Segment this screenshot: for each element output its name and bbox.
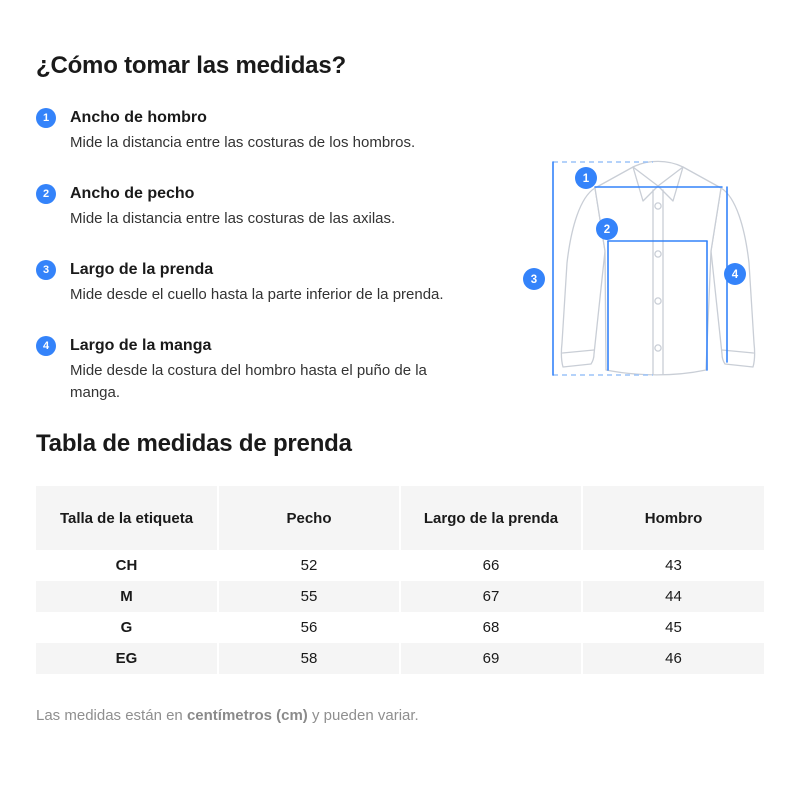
marker-2-label: 2: [603, 224, 611, 236]
marker-1-label: 1: [582, 173, 590, 185]
column-header-chest: Pecho: [218, 486, 400, 550]
table-cell: 46: [582, 643, 764, 674]
table-cell: 55: [218, 581, 400, 612]
shirt-measurement-diagram-illustration: [510, 138, 790, 418]
footnote-suffix: y pueden variar.: [307, 707, 419, 724]
list-item: [36, 336, 466, 404]
list-item: [36, 184, 466, 230]
table-cell: 67: [400, 581, 582, 612]
table-cell: 56: [218, 612, 400, 643]
table-cell-size: M: [120, 588, 133, 605]
table-cell: 44: [582, 581, 764, 612]
marker-4-label: 4: [731, 269, 739, 281]
units-footnote: [36, 706, 764, 726]
size-table: [36, 486, 764, 674]
table-cell-size: EG: [115, 650, 138, 667]
marker-3-label: 3: [530, 274, 538, 286]
list-item: [36, 108, 466, 154]
instructions-section: [36, 108, 764, 404]
table-cell: 43: [582, 550, 764, 581]
step-2-heading: Ancho de pecho: [70, 185, 195, 202]
step-1-heading: Ancho de hombro: [70, 109, 207, 126]
table-section-title: Tabla de medidas de prenda: [36, 430, 352, 457]
step-4-description: Mide desde la costura del hombro hasta el puño de la manga.: [70, 362, 427, 401]
table-header-row: [36, 486, 764, 550]
footnote-prefix: Las medidas están en: [36, 707, 187, 724]
list-item: [36, 260, 466, 306]
step-1-description: Mide la distancia entre las costuras de los hombros.: [70, 134, 416, 151]
table-row: [36, 581, 764, 612]
column-header-size: Talla de la etiqueta: [36, 486, 218, 550]
step-3-heading: Largo de la prenda: [70, 261, 214, 278]
table-cell: 66: [400, 550, 582, 581]
measure-list: [36, 108, 466, 404]
table-row: [36, 643, 764, 674]
table-cell-size: CH: [115, 557, 138, 574]
column-header-shoulder: Hombro: [582, 486, 764, 550]
table-cell: 52: [218, 550, 400, 581]
table-row: [36, 612, 764, 643]
table-row: [36, 550, 764, 581]
step-2-badge: 2: [36, 184, 56, 204]
step-4-badge: 4: [36, 336, 56, 356]
step-3-badge: 3: [36, 260, 56, 280]
table-cell: 68: [400, 612, 582, 643]
step-4-heading: Largo de la manga: [70, 337, 212, 354]
step-2-description: Mide la distancia entre las costuras de las axilas.: [70, 210, 396, 227]
page-title: ¿Cómo tomar las medidas?: [36, 52, 346, 79]
table-cell: 58: [218, 643, 400, 674]
table-cell: 69: [400, 643, 582, 674]
footnote-units: centímetros (cm): [186, 707, 308, 724]
column-header-length: Largo de la prenda: [400, 486, 582, 550]
step-1-badge: 1: [36, 108, 56, 128]
table-cell: 45: [582, 612, 764, 643]
shirt-outline: [561, 161, 754, 375]
table-cell-size: G: [120, 619, 133, 636]
step-3-description: Mide desde el cuello hasta la parte inferior de la prenda.: [70, 286, 444, 303]
